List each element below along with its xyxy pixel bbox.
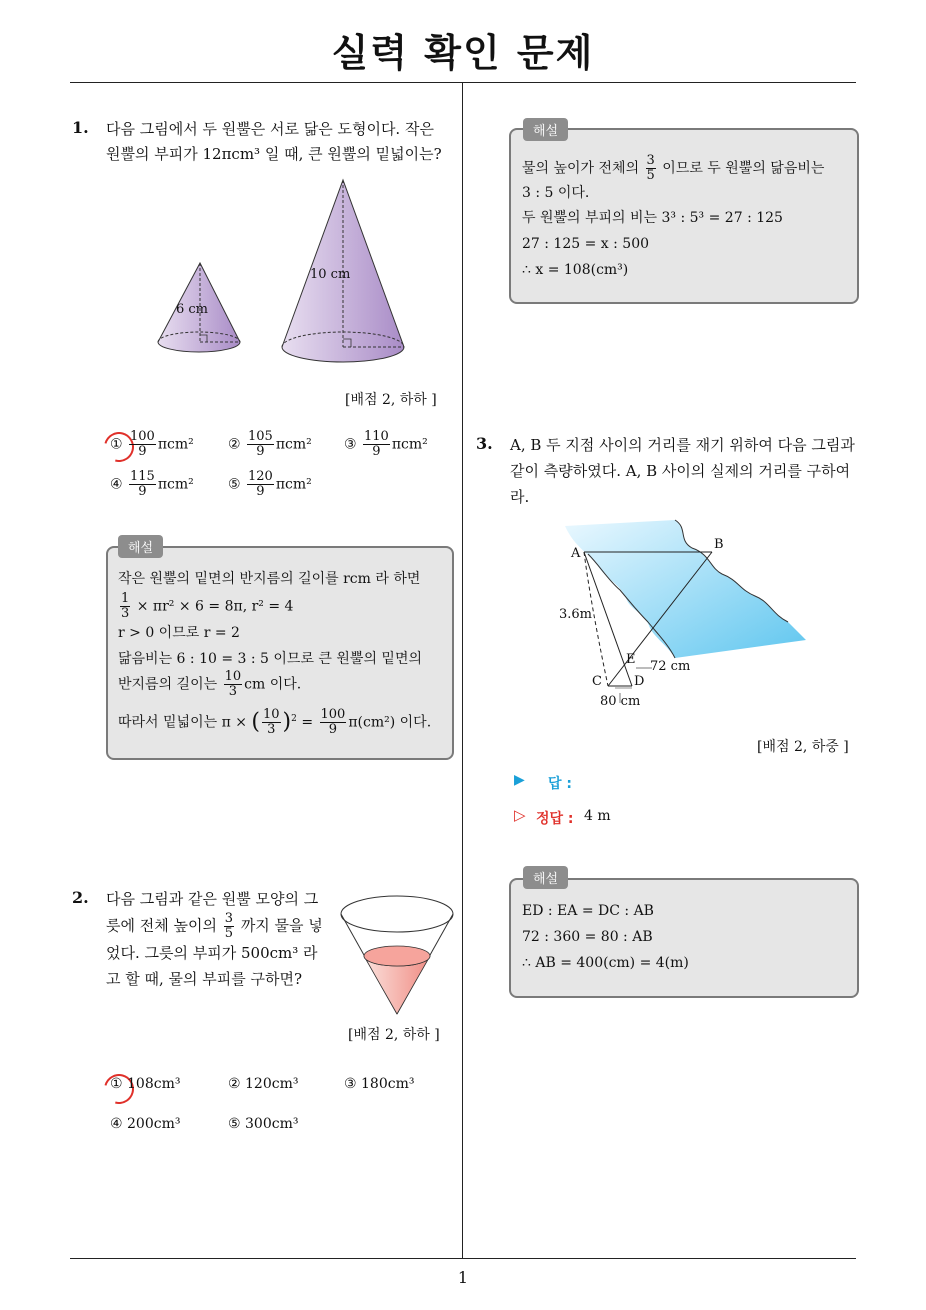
q3-sol-line1: ED : EA = DC : AB (522, 903, 654, 919)
q1-sol-line3: r > 0 이므로 r = 2 (118, 625, 240, 641)
q1-sol-line2-rest: × πr² × 6 = 8π, r² = 4 (136, 598, 294, 615)
q1-sol-line4: 닮음비는 6 : 10 = 3 : 5 이므로 큰 원뿔의 밑면의 (118, 651, 422, 667)
q1-choice-1-mark: ① (110, 436, 123, 453)
q1-sol-line6-eq: = (301, 714, 314, 731)
q2-sol-line1-post: 이므로 두 원뿔의 닮음비는 (662, 160, 825, 177)
q1-meta: [배점 2, 하하 ] (345, 392, 437, 408)
q1-sol-line2-num: 1 (121, 591, 130, 606)
q1-choice-2[interactable] (228, 430, 312, 459)
q2-sol-line4: 27 : 125 = x : 500 (522, 236, 650, 252)
page-title: 실력 확인 문제 (331, 31, 595, 75)
q1-choice-5-den: 9 (256, 484, 265, 499)
q2-sol-line1 (522, 154, 824, 183)
q3-length-ac: 3.6m (559, 607, 593, 622)
q2-frac-den: 5 (224, 926, 234, 941)
q1-text-line2: 원뿔의 부피가 12πcm³ 일 때, 큰 원뿔의 밑넓이는? (106, 145, 442, 163)
q1-choice-3-num: 110 (364, 429, 389, 444)
q3-correct-arrow-icon: ▷ (514, 806, 526, 824)
column-divider (462, 83, 463, 1259)
q3-correct-label: 정답 : (536, 811, 574, 827)
q1-large-cone-label: 10 cm (310, 267, 351, 282)
q3-text-line3: 라. (510, 488, 530, 506)
q1-choice-1[interactable] (110, 430, 194, 459)
q2-choice-1[interactable]: ① 108cm³ (110, 1076, 181, 1092)
q2-choice-3[interactable]: ③ 180cm³ (344, 1076, 415, 1092)
q1-choice-3[interactable] (344, 430, 428, 459)
q1-sol-line6-num2: 100 (320, 707, 346, 723)
q3-text-line2: 같이 측량하였다. A, B 사이의 실제의 거리를 구하여 (510, 462, 851, 480)
q2-text-line1: 다음 그림과 같은 원뿔 모양의 그 (106, 890, 319, 908)
q1-choice-1-unit: πcm² (157, 436, 194, 453)
q1-choice-2-mark: ② (228, 436, 241, 453)
q2-choice-2[interactable]: ② 120cm³ (228, 1076, 299, 1092)
q1-choice-5[interactable] (228, 470, 312, 499)
q1-sol-line6: 따라서 밑넓이는 π × ( $\frac{10}{3}$ )$^2$ = $\frac{100}{9}$ π(cm²) 이다. (118, 707, 432, 738)
q3-sol-line2: 72 : 360 = 80 : AB (522, 929, 653, 945)
q1-choice-1-num: 100 (130, 429, 155, 444)
q1-sol-line1: 작은 원뿔의 밑면의 반지름의 길이를 rcm 라 하면 (118, 571, 421, 587)
q1-text-line1: 다음 그림에서 두 원뿔은 서로 닮은 도형이다. 작은 (106, 120, 434, 138)
q3-sol-line3: ∴ AB = 400(cm) = 4(m) (522, 955, 689, 971)
q2-sol-line1-num: 3 (646, 153, 655, 168)
q1-sol-line6-post: π(cm²) 이다. (348, 714, 432, 731)
q3-answer-arrow-icon: ▶ (514, 772, 525, 788)
q1-choice-1-den: 9 (138, 444, 147, 459)
q1-choice-4-den: 9 (138, 484, 147, 499)
q3-label-e: E (626, 652, 636, 667)
q1-choice-4-unit: πcm² (157, 476, 194, 493)
q2-choice-4[interactable]: ④ 200cm³ (110, 1116, 181, 1132)
q1-sol-line6-den: 3 (267, 722, 276, 738)
q2-text-line4: 고 할 때, 물의 부피를 구하면? (106, 970, 303, 988)
q1-sol-line6-num: 10 (263, 707, 280, 723)
q2-text-line2 (106, 912, 323, 941)
q1-sol-line6-den2: 9 (328, 722, 338, 738)
q3-answer-label: 답 : (548, 776, 572, 792)
q1-choice-5-mark: ⑤ (228, 476, 241, 493)
q1-sol-line5-post: cm 이다. (244, 676, 302, 693)
q1-choice-3-unit: πcm² (391, 436, 428, 453)
q3-number: 3. (476, 434, 493, 453)
q1-sol-line5-den: 3 (228, 684, 237, 699)
q2-sol-line2: 3 : 5 이다. (522, 185, 590, 201)
q2-solution-tag: 해설 (523, 118, 568, 141)
q2-sol-line5: ∴ x = 108(cm³) (522, 262, 629, 278)
q3-label-d: D (634, 674, 645, 689)
q3-length-cd: 80 cm (600, 694, 641, 709)
q1-sol-line6-pre: 따라서 밑넓이는 π × (118, 714, 247, 731)
q1-sol-line5 (118, 670, 301, 699)
q1-choice-5-num: 120 (248, 469, 273, 484)
q1-solution-tag: 해설 (118, 535, 163, 558)
q2-text-line3: 었다. 그릇의 부피가 500cm³ 라 (106, 944, 318, 962)
q1-choice-3-den: 9 (372, 444, 381, 459)
q2-sol-line1-den: 5 (646, 168, 655, 183)
q1-cones-figure (150, 175, 420, 370)
q1-choice-2-den: 9 (256, 444, 265, 459)
q1-sol-line2-den: 3 (121, 606, 130, 621)
q1-sol-line5-pre: 반지름의 길이는 (118, 676, 218, 693)
q1-choice-4-num: 115 (130, 469, 155, 484)
q1-sol-line5-num: 10 (224, 669, 242, 684)
q2-frac-num: 3 (224, 911, 234, 926)
q3-meta: [배점 2, 하중 ] (757, 739, 849, 755)
q1-choice-5-unit: πcm² (275, 476, 312, 493)
q2-text-line2-post: 까지 물을 넣 (240, 916, 323, 935)
q1-choice-4[interactable] (110, 470, 194, 499)
q2-meta: [배점 2, 하하 ] (348, 1027, 440, 1043)
title-rule (70, 82, 856, 83)
q1-choice-2-num: 105 (248, 429, 273, 444)
q3-solution-tag: 해설 (523, 866, 568, 889)
q3-length-ed: 72 cm (650, 659, 691, 674)
q1-choice-3-mark: ③ (344, 436, 357, 453)
page-number: 1 (457, 1268, 469, 1287)
q3-correct-value: 4 m (584, 808, 611, 824)
q1-small-cone-label: 6 cm (176, 302, 209, 317)
q2-cone-cup-figure (338, 890, 460, 1020)
q2-sol-line3: 두 원뿔의 부피의 비는 3³ : 5³ = 27 : 125 (522, 210, 783, 226)
q1-choice-2-unit: πcm² (275, 436, 312, 453)
q3-text-line1: A, B 두 지점 사이의 거리를 재기 위하여 다음 그림과 (510, 436, 855, 454)
q2-number: 2. (72, 888, 89, 907)
q1-choice-4-mark: ④ (110, 476, 123, 493)
q2-sol-line1-pre: 물의 높이가 전체의 (522, 160, 640, 177)
footer-rule (70, 1258, 856, 1259)
q2-text-line2-pre: 릇에 전체 높이의 (106, 916, 217, 935)
q3-label-b: B (714, 537, 724, 552)
q3-label-a: A (571, 546, 581, 561)
q1-number: 1. (72, 118, 89, 137)
q2-choice-5[interactable]: ⑤ 300cm³ (228, 1116, 299, 1132)
q3-label-c: C (592, 674, 602, 689)
q1-sol-line2 (118, 592, 293, 621)
